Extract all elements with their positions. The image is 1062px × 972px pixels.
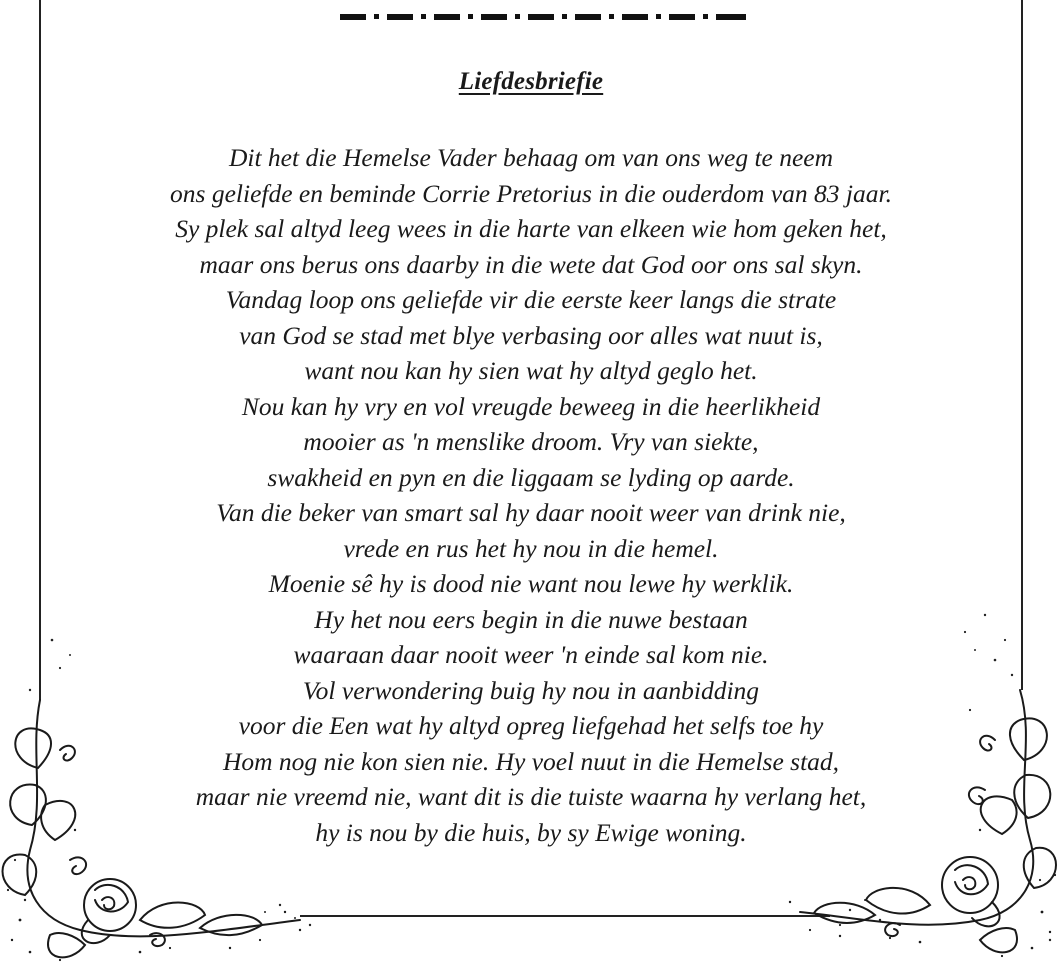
verse-line: hy is nou by die huis, by sy Ewige woning.	[315, 817, 747, 847]
verse-line: Vandag loop ons geliefde vir die eerste keer langs die strate	[225, 285, 837, 314]
flower-ornament-icon	[780, 680, 1062, 972]
verse-line: ons geliefde en beminde Corrie Pretorius in die ouderdom van 83 jaar.	[170, 178, 892, 208]
card-title: Liefdesbriefie	[458, 68, 604, 95]
flower-ornament-icon	[0, 690, 320, 972]
verse-line: maar nie vreemd nie, want dit is die tuiste waarna hy verlang het,	[195, 782, 867, 811]
verse-line: Vol verwondering buig hy nou in aanbidding	[302, 675, 760, 705]
verse-line: mooier as 'n menslike droom. Vry van siekte,	[303, 427, 759, 456]
verse-line: Sy plek sal altyd leeg wees in die harte van elkeen wie hom geken het,	[175, 214, 887, 243]
verse-line: vrede en rus het hy nou in die hemel.	[343, 533, 719, 563]
verse-line: waaraan daar nooit weer 'n einde sal kom nie.	[293, 640, 769, 669]
verse-line: maar ons berus ons daarby in die wete dat God oor ons sal skyn.	[199, 249, 863, 279]
verse-line: Dit het die Hemelse Vader behaag om van ons weg te neem	[228, 143, 834, 172]
verse-line: Hy het nou eers begin in die nuwe bestaan	[314, 604, 748, 634]
verse-line: swakheid en pyn en die liggaam se lyding op aarde.	[267, 462, 795, 492]
verse-line: Moenie sê hy is dood nie want nou lewe hy werklik.	[268, 569, 794, 598]
verse-line: voor die Een wat hy altyd opreg liefgehad het selfs toe hy	[238, 711, 824, 740]
verse-line: Nou kan hy vry en vol vreugde beweeg in die heerlikheid	[241, 391, 821, 421]
verse-line: Hom nog nie kon sien nie. Hy voel nuut in die Hemelse stad,	[222, 746, 840, 776]
header-dash-rule	[340, 10, 752, 24]
verse-line: van God se stad met blye verbasing oor alles wat nuut is,	[239, 320, 823, 350]
verse-line: Van die beker van smart sal hy daar nooit weer van drink nie,	[216, 498, 846, 527]
verse-line: want nou kan hy sien wat hy altyd geglo het.	[304, 356, 758, 385]
